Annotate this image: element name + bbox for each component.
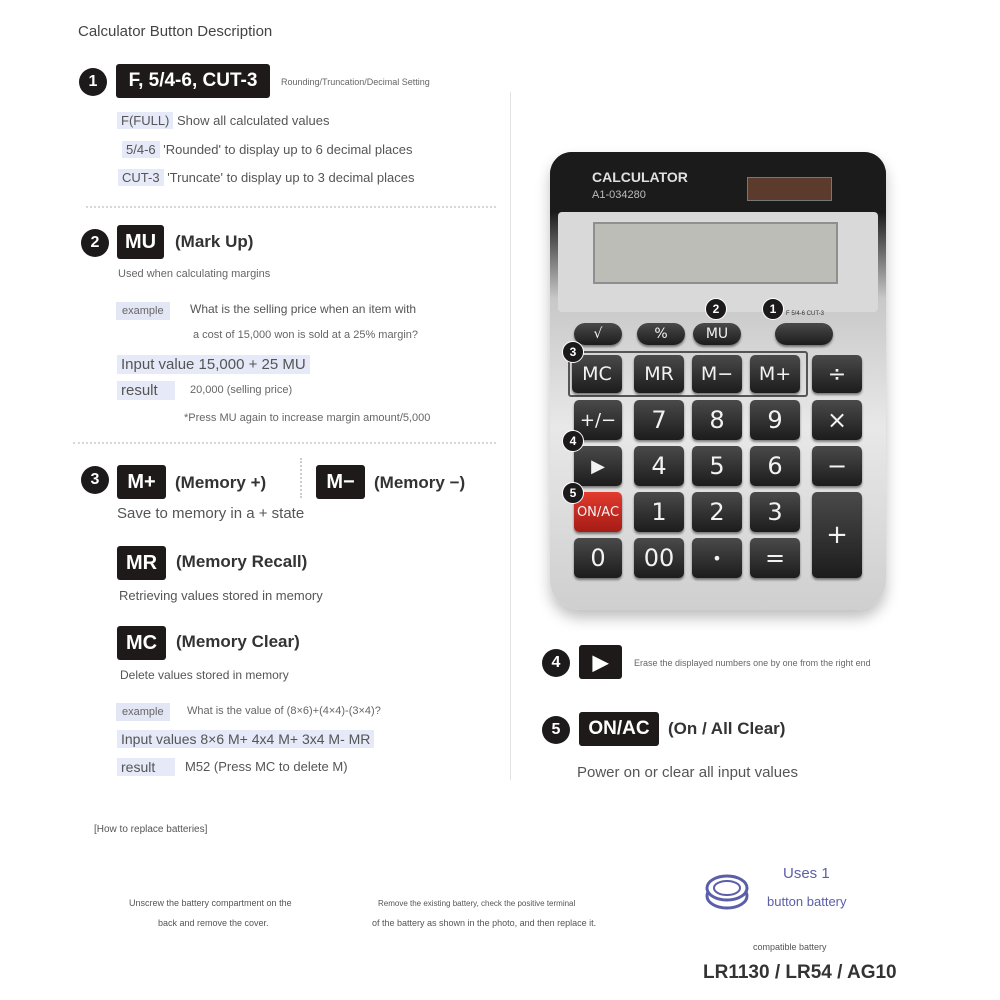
- battery-step-1-line-1: Unscrew the battery compartment on the: [129, 898, 292, 908]
- equals-key: =: [750, 538, 800, 578]
- key-7: 7: [634, 400, 684, 440]
- section-3-number: 3: [81, 466, 109, 494]
- divider: [73, 442, 496, 444]
- mplus-paren: (Memory +): [175, 473, 267, 492]
- mminus-paren: (Memory −): [374, 473, 466, 492]
- key-6: 6: [750, 446, 800, 486]
- on-ac-desc: Power on or clear all input values: [577, 764, 798, 781]
- item-round: [122, 142, 413, 157]
- rounding-switch: [775, 323, 833, 345]
- item-full-text: Show all calculated values: [177, 113, 330, 128]
- mu-note: *Press MU again to increase margin amount/5,000: [184, 412, 431, 424]
- memory-result-value: M52 (Press MC to delete M): [185, 759, 348, 774]
- rounding-key-label: F, 5/4-6, CUT-3: [116, 64, 270, 98]
- mr-key-label: MR: [117, 546, 166, 580]
- example-tag: example: [116, 703, 170, 721]
- multiply-key: ×: [812, 400, 862, 440]
- mu-paren: (Mark Up): [175, 232, 254, 251]
- section-5-number: 5: [542, 716, 570, 744]
- mr-desc: Retrieving values stored in memory: [119, 588, 323, 603]
- section-1-subtitle: Rounding/Truncation/Decimal Setting: [281, 77, 430, 87]
- on-ac-paren: (On / All Clear): [668, 719, 786, 738]
- section-4-number: 4: [542, 649, 570, 677]
- mc-desc: Delete values stored in memory: [120, 668, 289, 682]
- result-tag: result: [117, 758, 175, 776]
- mu-example-question-1: What is the selling price when an item with: [190, 302, 417, 316]
- key-2: 2: [692, 492, 742, 532]
- mc-paren: (Memory Clear): [176, 632, 300, 651]
- sqrt-key: √: [574, 323, 622, 345]
- mc-key: MC: [572, 355, 622, 393]
- on-ac-key: ON/AC: [574, 492, 622, 532]
- battery-step-2-line-2: of the battery as shown in the photo, and then replace it.: [372, 918, 597, 928]
- item-cut-text: 'Truncate' to display up to 3 decimal places: [167, 170, 415, 185]
- battery-uses-line-2: button battery: [767, 894, 847, 909]
- key-00: 00: [634, 538, 684, 578]
- item-round-text: 'Rounded' to display up to 6 decimal places: [163, 142, 413, 157]
- marker-2: 2: [705, 298, 727, 320]
- mminus-key-label: M−: [316, 465, 365, 499]
- mr-paren: (Memory Recall): [176, 552, 308, 571]
- backspace-key-label: ▶: [579, 645, 622, 679]
- battery-heading: [How to replace batteries]: [94, 824, 208, 835]
- key-5: 5: [692, 446, 742, 486]
- mu-key-label: MU: [117, 225, 164, 259]
- section-2-number: 2: [81, 229, 109, 257]
- page-title: Calculator Button Description: [78, 23, 273, 40]
- on-ac-key-label: ON/AC: [579, 712, 659, 746]
- key-8: 8: [692, 400, 742, 440]
- mplus-desc: Save to memory in a + state: [117, 505, 305, 522]
- result-tag: result: [117, 381, 175, 400]
- calculator-brand: CALCULATOR: [592, 169, 688, 185]
- key-9: 9: [750, 400, 800, 440]
- mplus-key-label: M+: [117, 465, 166, 499]
- divider: [86, 206, 496, 208]
- item-cut-code: CUT-3: [118, 169, 164, 186]
- memory-input-values: Input values 8×6 M+ 4x4 M+ 3x4 M- MR: [117, 730, 374, 748]
- battery-step-1-line-2: back and remove the cover.: [158, 918, 269, 928]
- marker-5: 5: [562, 482, 584, 504]
- lcd-display: [593, 222, 838, 284]
- item-full-code: F(FULL): [117, 112, 173, 129]
- section-1-number: 1: [79, 68, 107, 96]
- memory-example-question: What is the value of (8×6)+(4×4)-(3×4)?: [187, 705, 381, 717]
- example-tag: example: [116, 302, 170, 320]
- marker-1: 1: [762, 298, 784, 320]
- vertical-divider: [300, 458, 302, 498]
- solar-panel: [747, 177, 832, 201]
- mplus-key: M+: [750, 355, 800, 393]
- calculator-image: [550, 152, 886, 610]
- mu-input-value: Input value 15,000 + 25 MU: [117, 355, 310, 374]
- key-1: 1: [634, 492, 684, 532]
- calculator-model: A1-034280: [592, 189, 646, 201]
- minus-key: −: [812, 446, 862, 486]
- mminus-key: M−: [692, 355, 742, 393]
- battery-icon: [705, 870, 749, 910]
- key-3: 3: [750, 492, 800, 532]
- key-0: 0: [574, 538, 622, 578]
- sign-key: +/−: [574, 400, 622, 440]
- compatible-battery-label: compatible battery: [753, 942, 827, 952]
- backspace-desc: Erase the displayed numbers one by one from the right end: [634, 658, 871, 668]
- marker-3: 3: [562, 341, 584, 363]
- mc-key-label: MC: [117, 626, 166, 660]
- battery-models: LR1130 / LR54 / AG10: [703, 962, 897, 983]
- divide-key: ÷: [812, 355, 862, 393]
- mu-desc: Used when calculating margins: [118, 268, 271, 280]
- battery-uses-line-1: Uses 1: [783, 865, 830, 882]
- item-full: [117, 113, 330, 128]
- marker-4: 4: [562, 430, 584, 452]
- mu-key: MU: [693, 323, 741, 345]
- percent-key: %: [637, 323, 685, 345]
- battery-step-2-line-1: Remove the existing battery, check the positive terminal: [378, 899, 576, 908]
- mr-key: MR: [634, 355, 684, 393]
- key-4: 4: [634, 446, 684, 486]
- mu-result-value: 20,000 (selling price): [190, 384, 293, 396]
- plus-key: +: [812, 492, 862, 578]
- item-round-code: 5/4-6: [122, 141, 160, 158]
- backspace-key: ▶: [574, 446, 622, 486]
- decimal-key: •: [692, 538, 742, 578]
- mu-example-question-2: a cost of 15,000 won is sold at a 25% margin?: [193, 329, 419, 341]
- item-cut: [118, 170, 414, 185]
- rounding-switch-label: F 5/4-6 CUT-3: [786, 311, 825, 317]
- column-divider: [510, 92, 511, 780]
